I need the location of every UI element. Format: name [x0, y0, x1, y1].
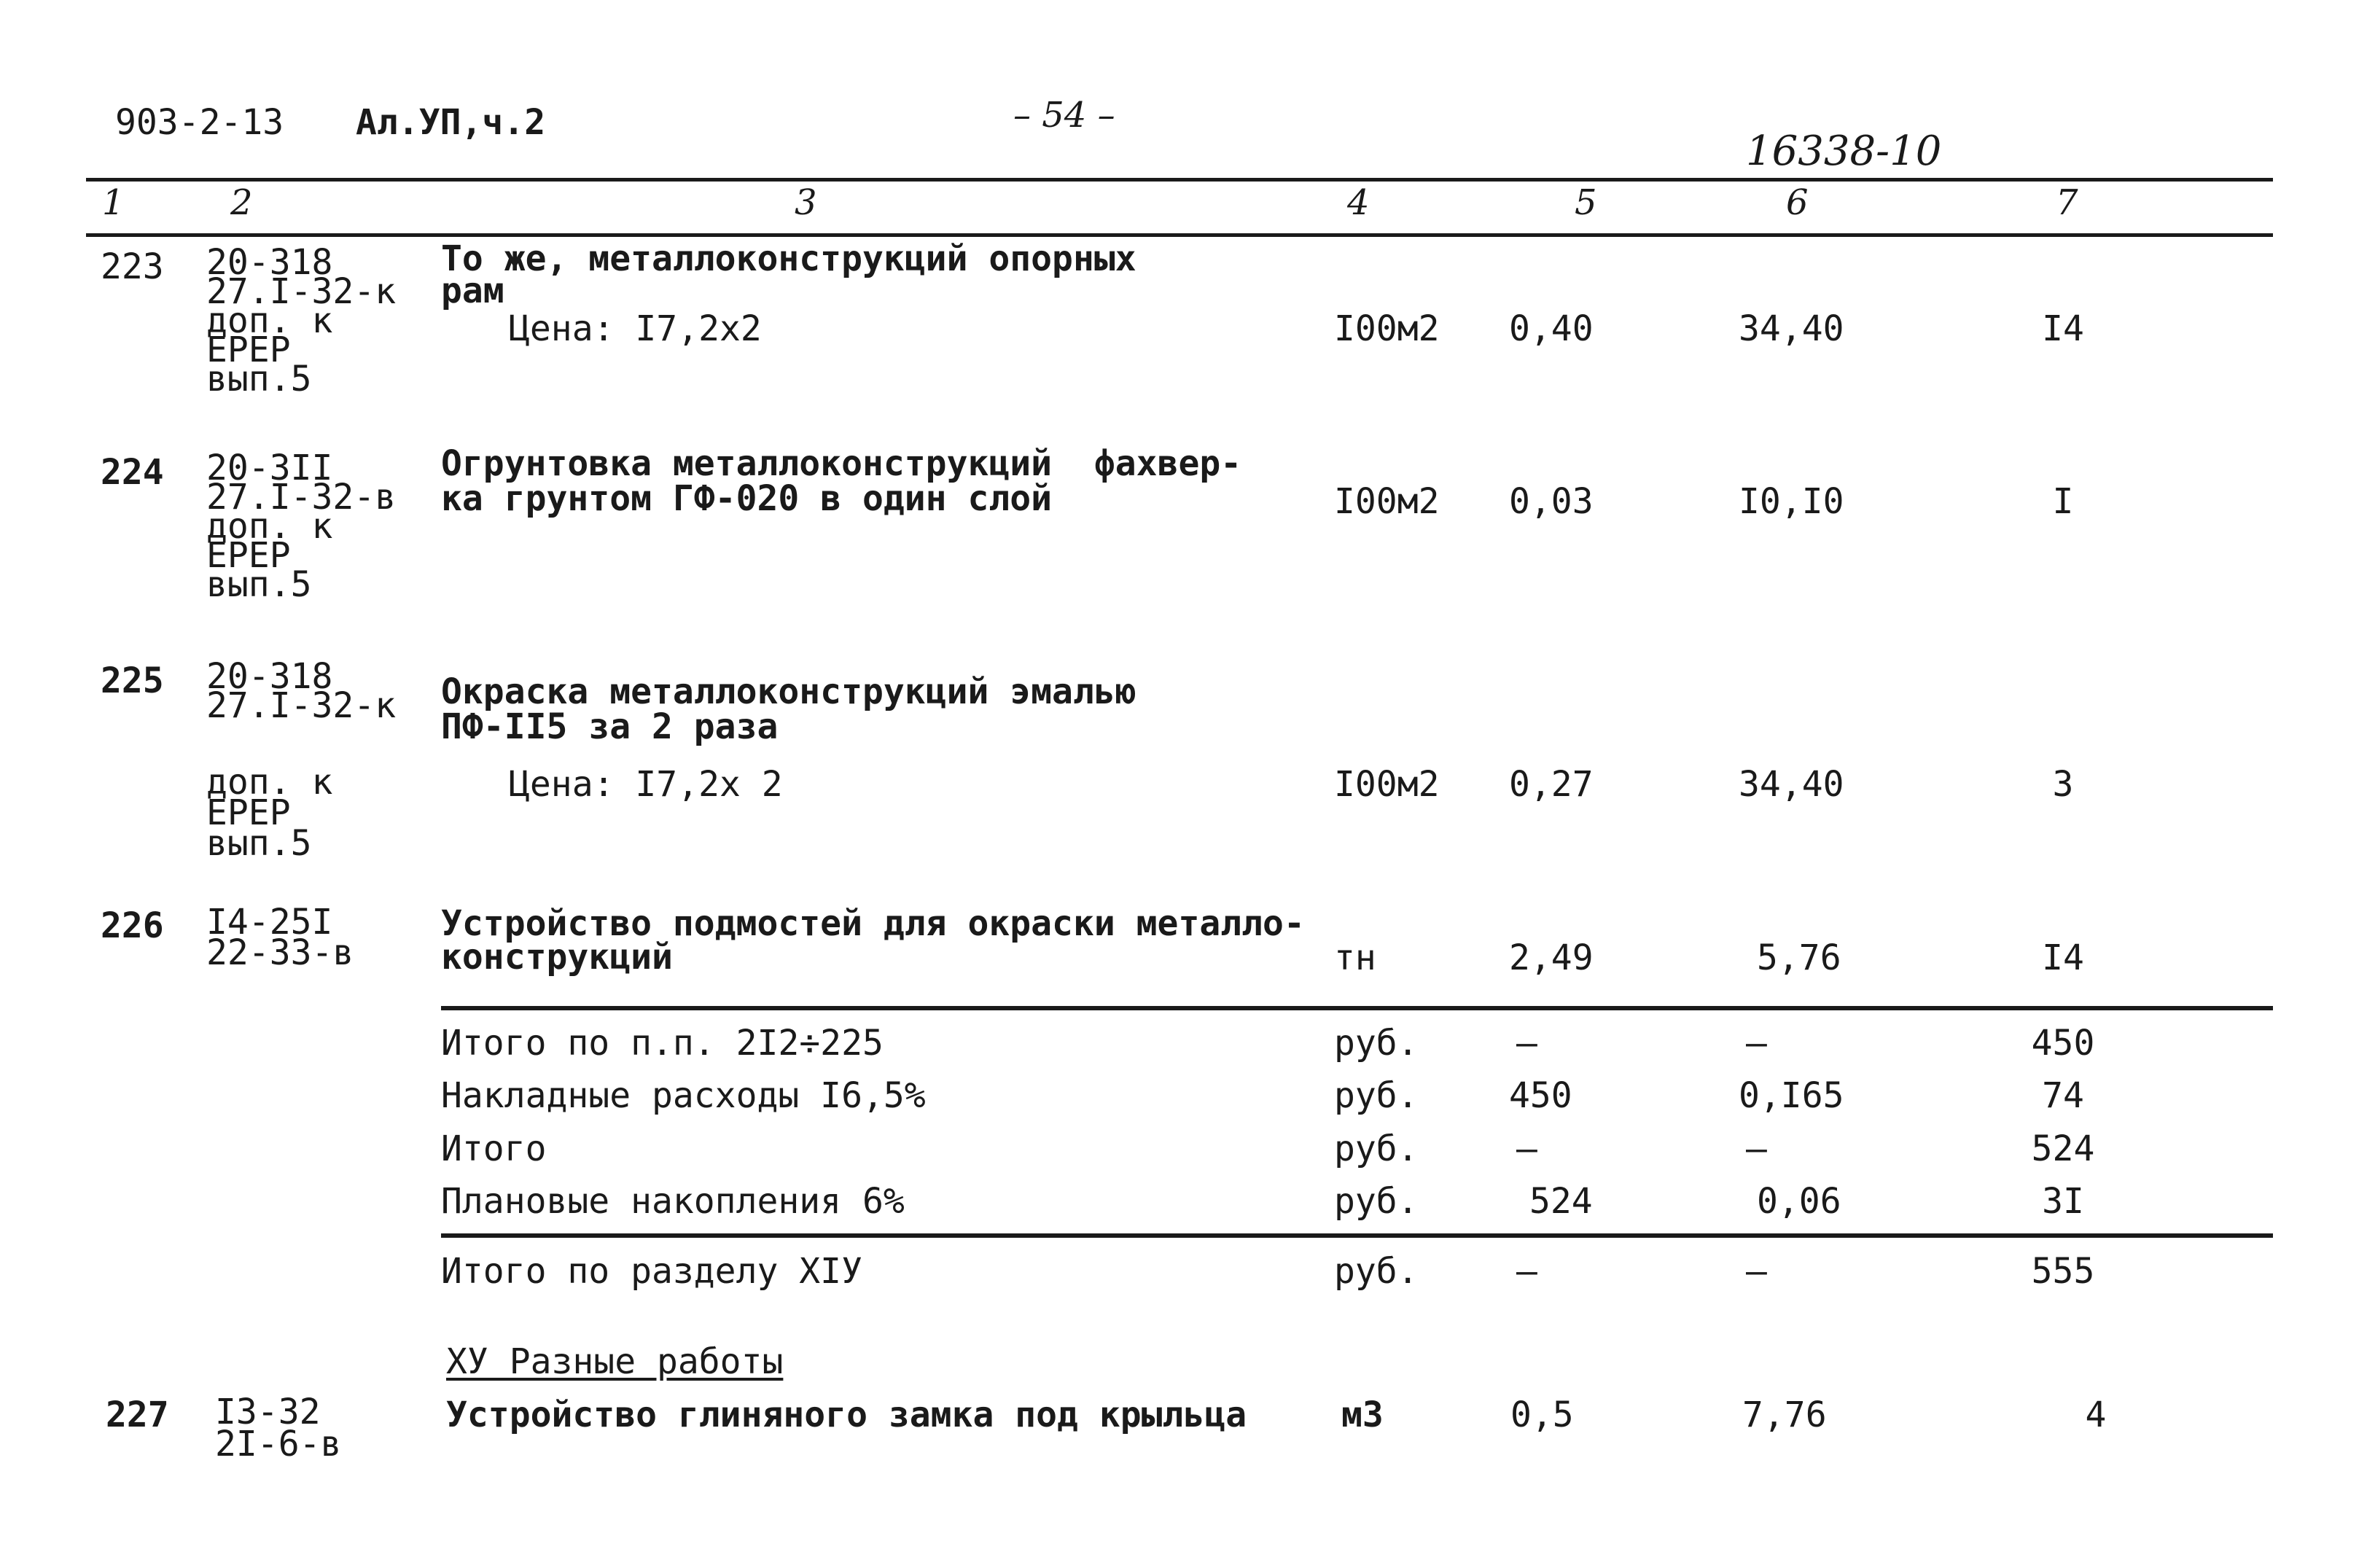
summary-label: Итого: [441, 1128, 547, 1169]
row-number: 226: [101, 905, 164, 946]
summary-rate: 0,I65: [1739, 1075, 1844, 1116]
album-ref: Ал.УП,ч.2: [356, 102, 546, 143]
page-number: – 54 –: [1013, 95, 1115, 136]
row-price: Цена: I7,2х2: [509, 308, 762, 349]
summary-label: Накладные расходы I6,5%: [441, 1075, 926, 1116]
row-code: I3-32 2I-6-в: [215, 1392, 342, 1464]
col-num-3: 3: [795, 182, 817, 223]
row-total: 3: [2052, 764, 2074, 805]
row-code-extra: доп. к ЕРЕР вып.5: [206, 762, 333, 864]
row-description: Окраска металлоконструкций эмалью ПФ-II5 за 2 раза: [441, 671, 1136, 747]
summary-rate: –: [1746, 1128, 1767, 1169]
row-unit: I00м2: [1334, 764, 1440, 805]
row-quantity: 2,49: [1509, 937, 1594, 978]
col-num-7: 7: [2056, 182, 2078, 223]
summary-quantity: –: [1516, 1128, 1537, 1169]
row-rate: I0,I0: [1739, 481, 1844, 522]
row-quantity: 0,5: [1510, 1395, 1574, 1435]
summary-quantity: –: [1516, 1023, 1537, 1064]
row-quantity: 0,40: [1509, 308, 1594, 349]
row-number: 225: [101, 660, 164, 701]
row-quantity: 0,03: [1509, 481, 1594, 522]
summary-label: Плановые накопления 6%: [441, 1181, 905, 1222]
col-num-5: 5: [1575, 182, 1597, 223]
doc-code: 903-2-13: [115, 102, 284, 143]
summary-quantity: 524: [1529, 1181, 1593, 1222]
row-code: 20-318 27.I-32-к: [206, 656, 397, 726]
col-num-1: 1: [102, 182, 125, 223]
summary-unit: руб.: [1334, 1023, 1419, 1064]
row-code: I4-25I 22-33-в: [206, 902, 354, 973]
summary-unit: руб.: [1334, 1181, 1419, 1222]
row-number: 224: [101, 452, 164, 493]
row-quantity: 0,27: [1509, 764, 1594, 805]
summary-unit: руб.: [1334, 1128, 1419, 1169]
row-total: I4: [2042, 308, 2084, 349]
row-rate: 5,76: [1757, 937, 1841, 978]
section-total-value: 555: [2031, 1251, 2095, 1292]
summary-rate: –: [1746, 1023, 1767, 1064]
summary-quantity: 450: [1509, 1075, 1572, 1116]
row-description: Устройство глиняного замка под крыльца: [446, 1395, 1247, 1435]
row-unit: I00м2: [1334, 308, 1440, 349]
summary-rate: 0,06: [1757, 1181, 1841, 1222]
col-num-2: 2: [230, 182, 253, 223]
row-unit: тн: [1334, 937, 1376, 978]
row-rate: 34,40: [1739, 764, 1844, 805]
row-total: I4: [2042, 937, 2084, 978]
summary-unit: руб.: [1334, 1075, 1419, 1116]
row-unit: I00м2: [1334, 481, 1440, 522]
section-total-rule: [441, 1233, 2273, 1238]
row-total: 4: [2085, 1395, 2107, 1435]
row-rate: 7,76: [1742, 1395, 1827, 1435]
row-unit: м3: [1341, 1395, 1384, 1435]
col-num-4: 4: [1347, 182, 1370, 223]
row-code: 20-318 27.I-32-к доп. к ЕРЕР вып.5: [206, 242, 397, 399]
stamp-number: 16338-10: [1746, 128, 1942, 175]
row-description: То же, металлоконструкций опорных рам: [441, 238, 1136, 311]
summary-total: 74: [2042, 1075, 2084, 1116]
section-total-rate: –: [1746, 1251, 1767, 1292]
section-heading: ХУ Разные работы: [446, 1341, 784, 1382]
row-description: Устройство подмостей для окраски металло- конструкций: [441, 903, 1305, 978]
row-description: Огрунтовка металлоконструкций фахвер- ка грунтом ГФ-020 в один слой: [441, 443, 1242, 519]
summary-total: 450: [2031, 1023, 2095, 1064]
section-total-unit: руб.: [1334, 1251, 1419, 1292]
row-rate: 34,40: [1739, 308, 1844, 349]
col-num-6: 6: [1786, 182, 1809, 223]
row-code: 20-3II 27.I-32-в доп. к ЕРЕР вып.5: [206, 448, 397, 605]
section-total-label: Итого по разделу XIУ: [441, 1251, 862, 1292]
row-total: I: [2052, 481, 2074, 522]
section-total-quantity: –: [1516, 1251, 1537, 1292]
header-top-rule: [86, 178, 2273, 182]
summary-top-rule: [441, 1006, 2273, 1010]
header-bottom-rule: [86, 233, 2273, 237]
summary-total: 524: [2031, 1128, 2095, 1169]
summary-total: 3I: [2042, 1181, 2084, 1222]
row-number: 223: [101, 246, 164, 287]
row-price: Цена: I7,2х 2: [509, 764, 783, 805]
row-number: 227: [106, 1395, 169, 1435]
summary-label: Итого по п.п. 2I2÷225: [441, 1023, 884, 1064]
